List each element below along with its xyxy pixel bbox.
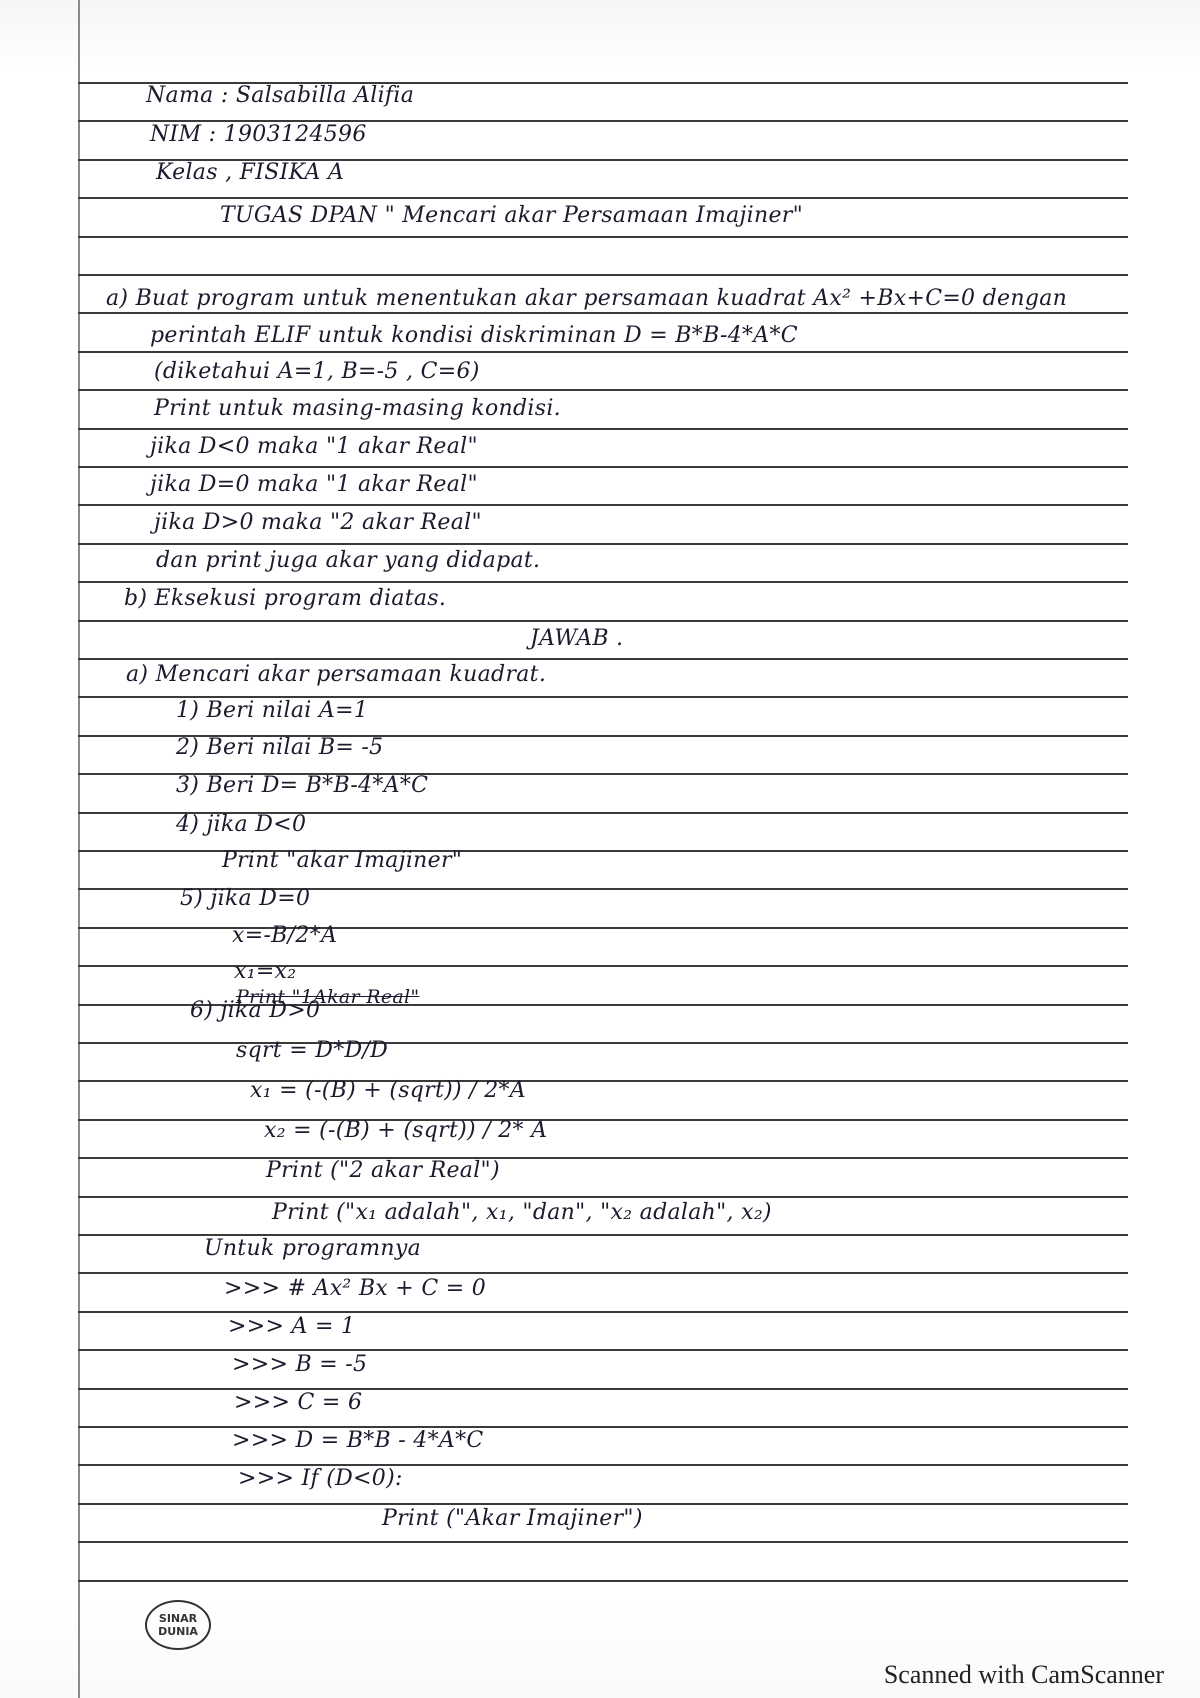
camscanner-watermark: Scanned with CamScanner [883, 1660, 1164, 1689]
text-line: jika D<0 maka "1 akar Real" [150, 434, 478, 459]
text-line: Untuk programnya [204, 1236, 421, 1261]
text-line: x₂ = (-(B) + (sqrt)) / 2* A [264, 1118, 548, 1143]
ruled-line [78, 1580, 1128, 1582]
text-line: perintah ELIF untuk kondisi diskriminan D = B*B-4*A*C [150, 323, 798, 348]
text-line: a) Buat program untuk menentukan akar persamaan kuadrat Ax² +Bx+C=0 dengan [106, 286, 1068, 311]
ruled-line [78, 389, 1128, 391]
ruled-line [78, 581, 1128, 583]
text-line: Print ("2 akar Real") [266, 1158, 500, 1183]
text-line: JAWAB . [530, 626, 624, 651]
ruled-line [78, 620, 1128, 622]
text-line: jika D=0 maka "1 akar Real" [150, 472, 478, 497]
ruled-line [78, 1541, 1128, 1543]
text-line: x₁ = (-(B) + (sqrt)) / 2*A [250, 1078, 526, 1103]
text-line: 5) jika D=0 [180, 886, 311, 911]
ruled-line [78, 274, 1128, 276]
text-line: NIM : 1903124596 [150, 122, 367, 147]
text-line: >>> A = 1 [228, 1314, 356, 1339]
text-line: jika D>0 maka "2 akar Real" [154, 510, 482, 535]
margin-line [78, 0, 80, 1698]
ruled-line [78, 504, 1128, 506]
text-line: b) Eksekusi program diatas. [124, 586, 447, 611]
text-line: >>> B = -5 [232, 1352, 368, 1377]
ruled-line [78, 197, 1128, 199]
struck-through-line: Print "1Akar Real" [236, 986, 420, 1008]
text-line: dan print juga akar yang didapat. [156, 548, 541, 573]
text-line: Print ("x₁ adalah", x₁, "dan", "x₂ adalah", x₂) [272, 1200, 772, 1225]
text-line: a) Mencari akar persamaan kuadrat. [126, 662, 547, 687]
text-line: Print untuk masing-masing kondisi. [154, 396, 561, 421]
ruled-line [78, 236, 1128, 238]
text-line: 4) jika D<0 [176, 812, 307, 837]
text-line: x=-B/2*A [232, 923, 338, 948]
text-line: >>> # Ax² Bx + C = 0 [224, 1276, 487, 1301]
text-line: Nama : Salsabilla Alifia [146, 83, 415, 108]
ruled-line [78, 543, 1128, 545]
sinar-dunia-logo: SINAR DUNIA [145, 1600, 211, 1650]
text-line: >>> C = 6 [234, 1390, 363, 1415]
text-line: sqrt = D*D/D [236, 1038, 389, 1063]
ruled-line [78, 351, 1128, 353]
text-line: 3) Beri D= B*B-4*A*C [176, 773, 429, 798]
text-line: >>> If (D<0): [238, 1466, 403, 1491]
text-line: >>> D = B*B - 4*A*C [232, 1428, 484, 1453]
ruled-line [78, 466, 1128, 468]
text-line: 2) Beri nilai B= -5 [176, 735, 384, 760]
text-line: x₁=x₂ [234, 959, 297, 984]
text-line: TUGAS DPAN " Mencari akar Persamaan Imajiner" [220, 203, 804, 228]
text-line: Print "akar Imajiner" [222, 848, 463, 873]
text-line: (diketahui A=1, B=-5 , C=6) [154, 359, 480, 384]
text-line: Kelas , FISIKA A [156, 160, 345, 185]
text-line: Print ("Akar Imajiner") [382, 1506, 643, 1531]
ruled-line [78, 428, 1128, 430]
text-line: 1) Beri nilai A=1 [176, 698, 369, 723]
text-line: 6) jika D>0 [190, 998, 321, 1023]
